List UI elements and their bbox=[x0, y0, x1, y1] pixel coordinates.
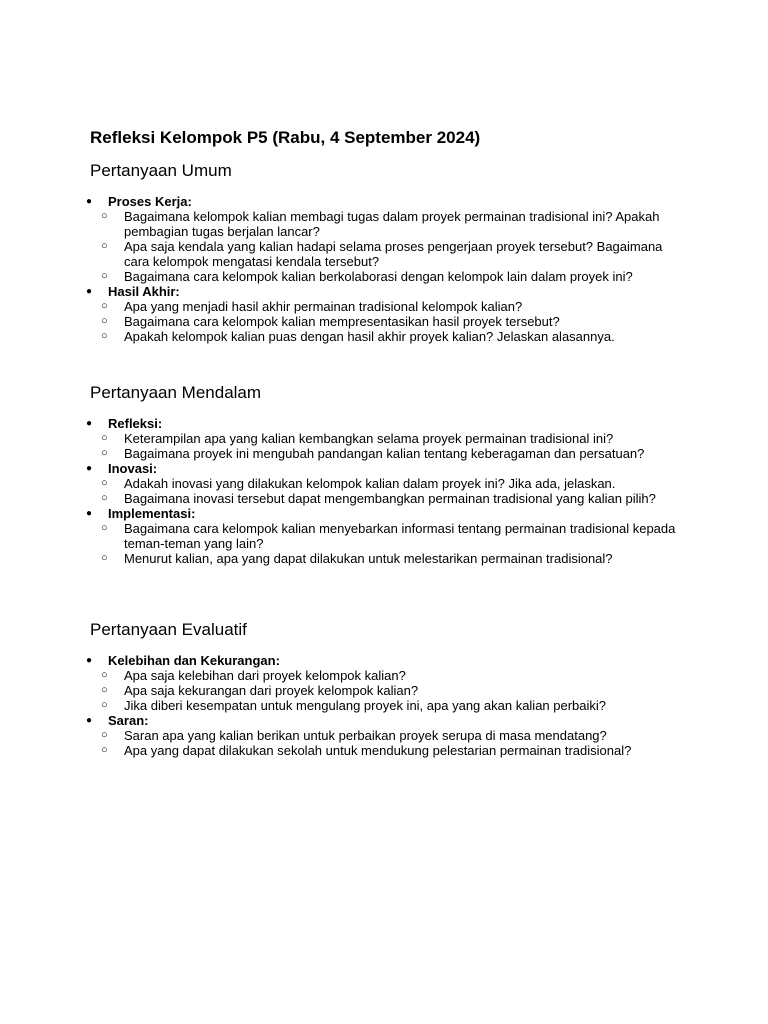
bullet-circle-icon: ○ bbox=[101, 270, 108, 282]
section-umum-list bbox=[0, 194, 768, 344]
question-text: Apakah kelompok kalian puas dengan hasil akhir proyek kalian? Jelaskan alasannya. bbox=[124, 329, 615, 344]
question-text: Adakah inovasi yang dilakukan kelompok kalian dalam proyek ini? Jika ada, jelaskan. bbox=[124, 476, 616, 491]
group-label-text: Hasil Akhir: bbox=[108, 284, 180, 299]
bullet-circle-icon: ○ bbox=[101, 684, 108, 696]
group-hasil-akhir bbox=[0, 284, 768, 344]
group-label bbox=[0, 713, 768, 728]
question-text: Jika diberi kesempatan untuk mengulang proyek ini, apa yang akan kalian perbaiki? bbox=[124, 698, 607, 713]
group-label bbox=[0, 416, 768, 431]
group-label-text: Kelebihan dan Kekurangan: bbox=[108, 653, 280, 668]
bullet-dot-icon: ● bbox=[86, 463, 93, 474]
question-text: Bagaimana cara kelompok kalian mempresentasikan hasil proyek tersebut? bbox=[124, 314, 560, 329]
question-text: Bagaimana proyek ini mengubah pandangan kalian tentang keberagaman dan persatuan? bbox=[124, 446, 645, 461]
bullet-circle-icon: ○ bbox=[101, 447, 108, 459]
bullet-dot-icon: ● bbox=[86, 418, 93, 429]
bullet-circle-icon: ○ bbox=[101, 552, 108, 564]
page-title: Refleksi Kelompok P5 (Rabu, 4 September 2024) bbox=[90, 128, 481, 147]
bullet-dot-icon: ● bbox=[86, 715, 93, 726]
list-item bbox=[0, 299, 684, 314]
question-text: Keterampilan apa yang kalian kembangkan selama proyek permainan tradisional ini? bbox=[124, 431, 614, 446]
bullet-circle-icon: ○ bbox=[101, 729, 108, 741]
list-item bbox=[0, 269, 684, 284]
bullet-dot-icon: ● bbox=[86, 508, 93, 519]
group-label-text: Refleksi: bbox=[108, 416, 163, 431]
list-item bbox=[0, 431, 684, 446]
section-heading-umum: Pertanyaan Umum bbox=[90, 161, 232, 180]
list-item bbox=[0, 446, 684, 461]
group-label bbox=[0, 461, 768, 476]
bullet-circle-icon: ○ bbox=[101, 330, 108, 342]
group-inovasi bbox=[0, 461, 768, 506]
bullet-circle-icon: ○ bbox=[101, 699, 108, 711]
list-item bbox=[0, 551, 684, 566]
list-item bbox=[0, 209, 684, 239]
list-item bbox=[0, 521, 684, 551]
list-item bbox=[0, 491, 684, 506]
list-item bbox=[0, 314, 684, 329]
group-proses-kerja bbox=[0, 194, 768, 284]
bullet-circle-icon: ○ bbox=[101, 210, 108, 222]
bullet-dot-icon: ● bbox=[86, 286, 93, 297]
bullet-dot-icon: ● bbox=[86, 196, 93, 207]
group-label bbox=[0, 284, 768, 299]
question-text: Apa saja kekurangan dari proyek kelompok kalian? bbox=[124, 683, 419, 698]
bullet-circle-icon: ○ bbox=[101, 300, 108, 312]
list-item bbox=[0, 728, 684, 743]
question-text: Bagaimana inovasi tersebut dapat mengembangkan permainan tradisional yang kalian pilih? bbox=[124, 491, 656, 506]
group-label-text: Inovasi: bbox=[108, 461, 158, 476]
bullet-circle-icon: ○ bbox=[101, 315, 108, 327]
bullet-dot-icon: ● bbox=[86, 655, 93, 666]
group-label-text: Implementasi: bbox=[108, 506, 196, 521]
group-saran bbox=[0, 713, 768, 758]
section-evaluatif-list bbox=[0, 653, 768, 758]
bullet-circle-icon: ○ bbox=[101, 477, 108, 489]
question-text: Apa saja kendala yang kalian hadapi selama proses pengerjaan proyek tersebut? Bagaimana cara kelompok mengatasi kendala tersebut? bbox=[124, 239, 663, 269]
list-item bbox=[0, 743, 684, 758]
group-refleksi bbox=[0, 416, 768, 461]
question-text: Bagaimana kelompok kalian membagi tugas dalam proyek permainan tradisional ini? Apakah pembagian tugas berjalan lancar? bbox=[124, 209, 660, 239]
bullet-circle-icon: ○ bbox=[101, 669, 108, 681]
list-item bbox=[0, 329, 684, 344]
group-label-text: Saran: bbox=[108, 713, 149, 728]
question-text: Apa saja kelebihan dari proyek kelompok kalian? bbox=[124, 668, 406, 683]
group-kelebihan-kekurangan bbox=[0, 653, 768, 713]
list-item bbox=[0, 668, 684, 683]
section-mendalam-list bbox=[0, 416, 768, 566]
bullet-circle-icon: ○ bbox=[101, 492, 108, 504]
question-text: Menurut kalian, apa yang dapat dilakukan untuk melestarikan permainan tradisional? bbox=[124, 551, 613, 566]
list-item bbox=[0, 698, 684, 713]
bullet-circle-icon: ○ bbox=[101, 240, 108, 252]
question-text: Saran apa yang kalian berikan untuk perbaikan proyek serupa di masa mendatang? bbox=[124, 728, 607, 743]
group-label bbox=[0, 506, 768, 521]
list-item bbox=[0, 476, 684, 491]
group-label-text: Proses Kerja: bbox=[108, 194, 192, 209]
bullet-circle-icon: ○ bbox=[101, 522, 108, 534]
list-item bbox=[0, 239, 684, 269]
group-label bbox=[0, 194, 768, 209]
bullet-circle-icon: ○ bbox=[101, 744, 108, 756]
list-item bbox=[0, 683, 684, 698]
group-implementasi bbox=[0, 506, 768, 566]
question-text: Bagaimana cara kelompok kalian menyebarkan informasi tentang permainan tradisional kepada teman-teman yang lain? bbox=[124, 521, 676, 551]
group-label bbox=[0, 653, 768, 668]
section-heading-mendalam: Pertanyaan Mendalam bbox=[90, 383, 262, 402]
question-text: Apa yang menjadi hasil akhir permainan tradisional kelompok kalian? bbox=[124, 299, 523, 314]
question-text: Apa yang dapat dilakukan sekolah untuk mendukung pelestarian permainan tradisional? bbox=[124, 743, 632, 758]
section-heading-evaluatif: Pertanyaan Evaluatif bbox=[90, 620, 247, 639]
bullet-circle-icon: ○ bbox=[101, 432, 108, 444]
question-text: Bagaimana cara kelompok kalian berkolaborasi dengan kelompok lain dalam proyek ini? bbox=[124, 269, 633, 284]
